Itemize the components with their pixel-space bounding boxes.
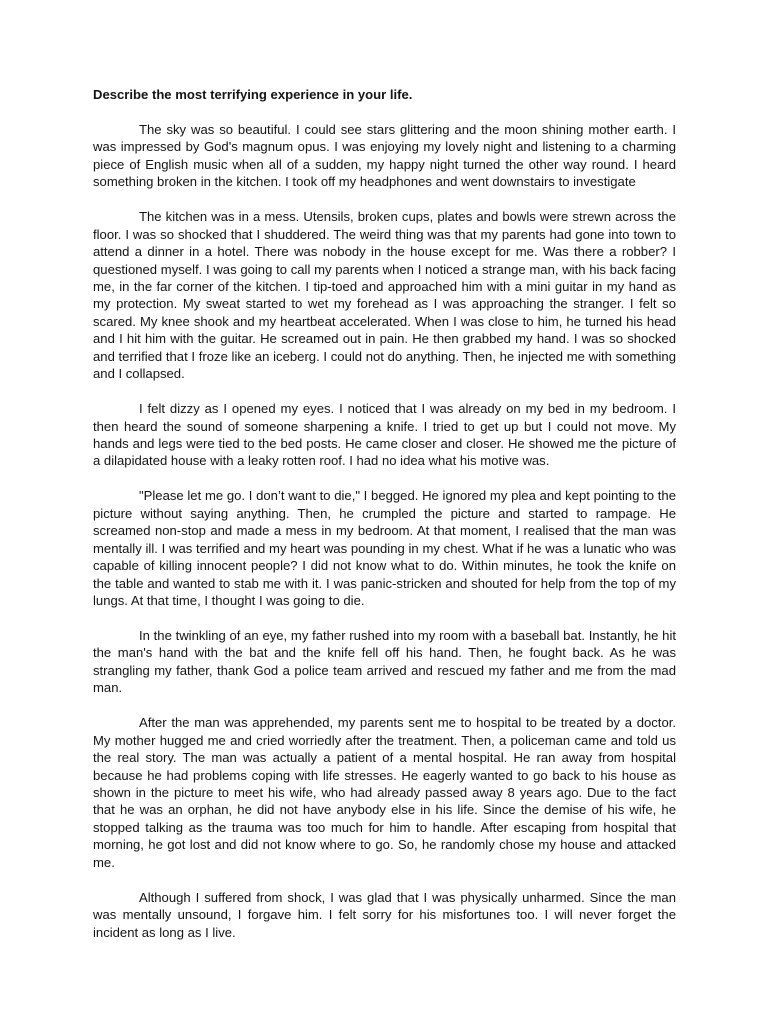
paragraph-2: The kitchen was in a mess. Utensils, broken cups, plates and bowls were strewn across the floor. I was so shocked that I shuddered. The weird thing was that my parents had gone into town to attend a dinner in a hotel. There was nobody in the house except for me. Was there a robber? I questioned myself. I was going to call my parents when I noticed a strange man, with his back facing me, in the far corner of the kitchen. I tip-toed and approached him with a mini guitar in my hand as my protection. My sweat started to wet my forehead as I was approaching the stranger. I felt so scared. My knee shook and my heartbeat accelerated. When I was close to him, he turned his head and I hit him with the guitar. He screamed out in pain. He then grabbed my hand. I was so shocked and terrified that I froze like an iceberg. I could not do anything. Then, he injected me with something and I collapsed. bbox=[93, 209, 676, 382]
essay-title: Describe the most terrifying experience in your life. bbox=[93, 87, 413, 102]
paragraph-3: I felt dizzy as I opened my eyes. I noticed that I was already on my bed in my bedroom. I then heard the sound of someone sharpening a knife. I tried to get up but I could not move. My hands and legs were tied to the bed posts. He came closer and closer. He showed me the picture of a dilapidated house with a leaky rotten roof. I had no idea what his motive was. bbox=[93, 401, 676, 469]
paragraph-7: Although I suffered from shock, I was glad that I was physically unharmed. Since the man was mentally unsound, I forgave him. I felt sorry for his misfortunes too. I will never forget the incident as long as I live. bbox=[93, 889, 676, 940]
paragraph-1: The sky was so beautiful. I could see stars glittering and the moon shining mother earth. I was impressed by God's magnum opus. I was enjoying my lovely night and listening to a charming piece of English music when all of a sudden, my happy night turned the other way round. I heard something broken in the kitchen. I took off my headphones and went downstairs to investigate bbox=[93, 121, 676, 190]
paragraph-6: After the man was apprehended, my parents sent me to hospital to be treated by a doctor. My mother hugged me and cried worriedly after the treatment. Then, a policeman came and told us the real story. The man was actually a patient of a mental hospital. He ran away from hospital because he had problems coping with life stresses. He eagerly wanted to go back to his house as shown in the picture to meet his wife, who had already passed away 8 years ago. Due to the fact that he was an orphan, he did not have anybody else in his life. Since the demise of his wife, he stopped talking as the trauma was too much for him to handle. After escaping from hospital that morning, he got lost and did not know where to go. So, he randomly chose my house and attacked me. bbox=[93, 715, 676, 870]
paragraph-4: "Please let me go. I don’t want to die," I begged. He ignored my plea and kept pointing to the picture without saying anything. Then, he crumpled the picture and started to rampage. He screamed non-stop and made a mess in my bedroom. At that moment, I realised that the man was mentally ill. I was terrified and my heart was pounding in my chest. What if he was a lunatic who was capable of killing innocent people? I did not know what to do. Within minutes, he took the knife on the table and wanted to stab me with it. I was panic-stricken and shouted for help from the top of my lungs. At that time, I thought I was going to die. bbox=[93, 488, 676, 609]
paragraph-5: In the twinkling of an eye, my father rushed into my room with a baseball bat. Instantly, he hit the man's hand with the bat and the knife fell off his hand. Then, he fought back. As he was strangling my father, thank God a police team arrived and rescued my father and me from the mad man. bbox=[93, 627, 676, 696]
